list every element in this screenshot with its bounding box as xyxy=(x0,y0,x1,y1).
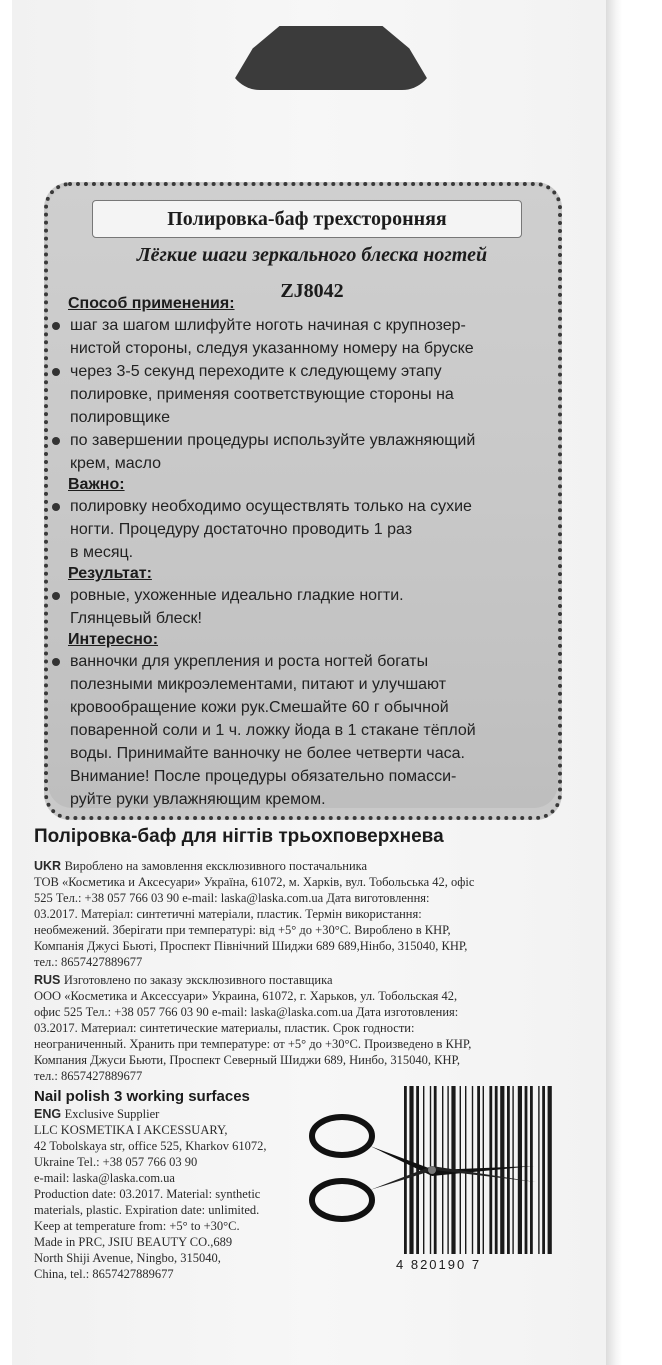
ukr-line-text: тел.: 8657427889677 xyxy=(34,955,143,969)
eng-line xyxy=(34,1138,334,1154)
bullet-line: полировщике xyxy=(70,409,170,426)
eng-heading: Nail polish 3 working surfaces xyxy=(34,1088,250,1105)
ukr-line xyxy=(34,922,554,938)
bullet-line: через 3-5 секунд переходите к следующему этапу xyxy=(70,363,442,380)
rus-line-text: Компания Джуси Бьюти, Проспект Северный Шиджи 689, Нинбо, 315040, КНР, xyxy=(34,1053,461,1067)
bullet-dot xyxy=(52,322,60,330)
rus-line-text: офис 525 Тел.: +38 057 766 03 90 e-mail: laska@laska.com.ua Дата изготовления: xyxy=(34,1005,459,1019)
bullet-line: руйте руки увлажняющим кремом. xyxy=(70,791,326,808)
rus-line-text: ООО «Косметика и Аксессуари» Украина, 61072, г. Харьков, ул. Тобольская 42, xyxy=(34,989,458,1003)
eng-line-text: China, tel.: 8657427889677 xyxy=(34,1267,174,1281)
eng-line xyxy=(34,1186,334,1202)
eng-line-text: LLC KOSMETIKA I AKCESSUARY, xyxy=(34,1123,228,1137)
section-heading: Способ применения: xyxy=(68,295,235,312)
bullet-line: полировку необходимо осуществлять только на сухие xyxy=(70,498,472,515)
ukr-line-text: 525 Тел.: +38 057 766 03 90 e-mail: laska@laska.com.ua Дата виготовлення: xyxy=(34,891,430,905)
eng-line xyxy=(34,1266,334,1282)
bullet-dot xyxy=(52,658,60,666)
eng-line-text: Exclusive Supplier xyxy=(64,1107,160,1121)
eng-line xyxy=(34,1250,334,1266)
bullet-dot xyxy=(52,437,60,445)
ukr-line-text: необмежений. Зберігати при температурі: від +5° до +30°С. Вироблено в КНР, xyxy=(34,923,451,937)
eng-line xyxy=(34,1170,334,1186)
eng-line-text: Production date: 03.2017. Material: synthetic xyxy=(34,1187,261,1201)
eng-info xyxy=(34,1106,334,1282)
card-edge xyxy=(606,0,622,1365)
bullet-line: в месяц. xyxy=(70,544,134,561)
bullet-line: ногти. Процедуру достаточно проводить 1 раз xyxy=(70,521,413,538)
ukr-line xyxy=(34,906,554,922)
bullet-line: кровообращение кожи рук.Смешайте 60 г обычной xyxy=(70,699,449,716)
rus-lang-code: RUS xyxy=(34,973,64,987)
instruction-bullet xyxy=(60,429,550,475)
eng-line-text: North Shiji Avenue, Ningbo, 315040, xyxy=(34,1251,221,1265)
instruction-bullet xyxy=(60,314,550,360)
ukr-line-text: Компанія Джусі Бьюті, Проспект Північний Шиджи 689 689,Нінбо, 315040, КНР, xyxy=(34,939,468,953)
bullet-line: по завершении процедуры используйте увлажняющий xyxy=(70,432,476,449)
bullet-line: крем, масло xyxy=(70,455,161,472)
eng-line-text: e-mail: laska@laska.com.ua xyxy=(34,1171,175,1185)
ukr-line xyxy=(34,890,554,906)
eng-line xyxy=(34,1122,334,1138)
ukr-heading: Поліровка-баф для нігтів трьохповерхнева xyxy=(34,826,444,847)
eng-line xyxy=(34,1106,334,1122)
bullet-dot xyxy=(52,368,60,376)
eng-line xyxy=(34,1218,334,1234)
eng-line-text: 42 Tobolskaya str, office 525, Kharkov 61072, xyxy=(34,1139,267,1153)
section-heading: Интересно: xyxy=(68,631,159,648)
ukr-info xyxy=(34,858,554,970)
ukr-line xyxy=(34,874,554,890)
eng-lang-code: ENG xyxy=(34,1107,65,1121)
eng-line xyxy=(34,1154,334,1170)
eng-line-text: Keep at temperature from: +5° to +30°C. xyxy=(34,1219,240,1233)
rus-line xyxy=(34,1068,554,1084)
ukr-line-text: Вироблено на замовлення ексклюзивного постачальника xyxy=(64,859,368,873)
rus-line xyxy=(34,1004,554,1020)
section-heading: Важно: xyxy=(68,476,125,493)
section-heading: Результат: xyxy=(68,565,152,582)
ukr-line xyxy=(34,858,554,874)
bullet-line: ровные, ухоженные идеально гладкие ногти. xyxy=(70,587,404,604)
instruction-bullet xyxy=(60,495,550,564)
rus-line-text: тел.: 8657427889677 xyxy=(34,1069,143,1083)
instructions-list xyxy=(60,294,550,811)
rus-line xyxy=(34,972,554,988)
eng-line-text: Ukraine Tel.: +38 057 766 03 90 xyxy=(34,1155,198,1169)
bullet-line: нистой стороны, следуя указанному номеру на бруске xyxy=(70,340,474,357)
rus-info xyxy=(34,972,554,1084)
ukr-line xyxy=(34,938,554,954)
eng-line-text: materials, plastic. Expiration date: unlimited. xyxy=(34,1203,260,1217)
ukr-line xyxy=(34,954,554,970)
rus-line xyxy=(34,1020,554,1036)
rus-line xyxy=(34,1036,554,1052)
bullet-line: воды. Принимайте ванночку не более четверти часа. xyxy=(70,745,465,762)
ukr-line-text: ТОВ «Косметика и Аксесуари» Україна, 61072, м. Харків, вул. Тобольська 42, офіс xyxy=(34,875,475,889)
scissors-icon xyxy=(304,1108,544,1228)
product-subtitle: Лёгкие шаги зеркального блеска ногтей xyxy=(136,244,488,266)
bullet-line: ванночки для укрепления и роста ногтей богаты xyxy=(70,653,429,670)
instruction-bullet xyxy=(60,584,550,630)
rus-line-text: неограниченный. Хранить при температуре: от +5° до +30°С. Произведено в КНР, xyxy=(34,1037,472,1051)
instruction-bullet xyxy=(60,650,550,811)
ukr-line-text: 03.2017. Матеріал: синтетичні матеріали, пластик. Термін використання: xyxy=(34,907,422,921)
ukr-lang-code: UKR xyxy=(34,859,65,873)
product-title-box xyxy=(92,200,522,238)
rus-line-text: 03.2017. Материал: синтетические материалы, пластик. Срок годности: xyxy=(34,1021,415,1035)
bullet-dot xyxy=(52,592,60,600)
rus-line xyxy=(34,988,554,1004)
eng-line-text: Made in PRC, JSIU BEAUTY CO.,689 xyxy=(34,1235,233,1249)
product-title: Полировка-баф трехсторонняя xyxy=(167,207,447,230)
barcode-number: 4 820190 7 xyxy=(396,1257,482,1272)
rus-line-text: Изготовлено по заказу эксклюзивного поставщика xyxy=(63,973,333,987)
eng-line xyxy=(34,1234,334,1250)
bullet-line: полезными микроэлементами, питают и улучшают xyxy=(70,676,447,693)
bullet-line: поваренной соли и 1 ч. ложку йода в 1 стакане тёплой xyxy=(70,722,476,739)
product-code: ZJ8042 xyxy=(280,280,344,302)
bullet-line: Внимание! После процедуры обязательно помасси- xyxy=(70,768,457,785)
instruction-bullet xyxy=(60,360,550,429)
eng-line xyxy=(34,1202,334,1218)
rus-line xyxy=(34,1052,554,1068)
bullet-line: полировке, применяя соответствующие стороны на xyxy=(70,386,454,403)
bullet-line: Глянцевый блеск! xyxy=(70,610,202,627)
bullet-dot xyxy=(52,503,60,511)
bullet-line: шаг за шагом шлифуйте ноготь начиная с крупнозер- xyxy=(70,317,466,334)
barcode-bar xyxy=(548,1086,552,1254)
